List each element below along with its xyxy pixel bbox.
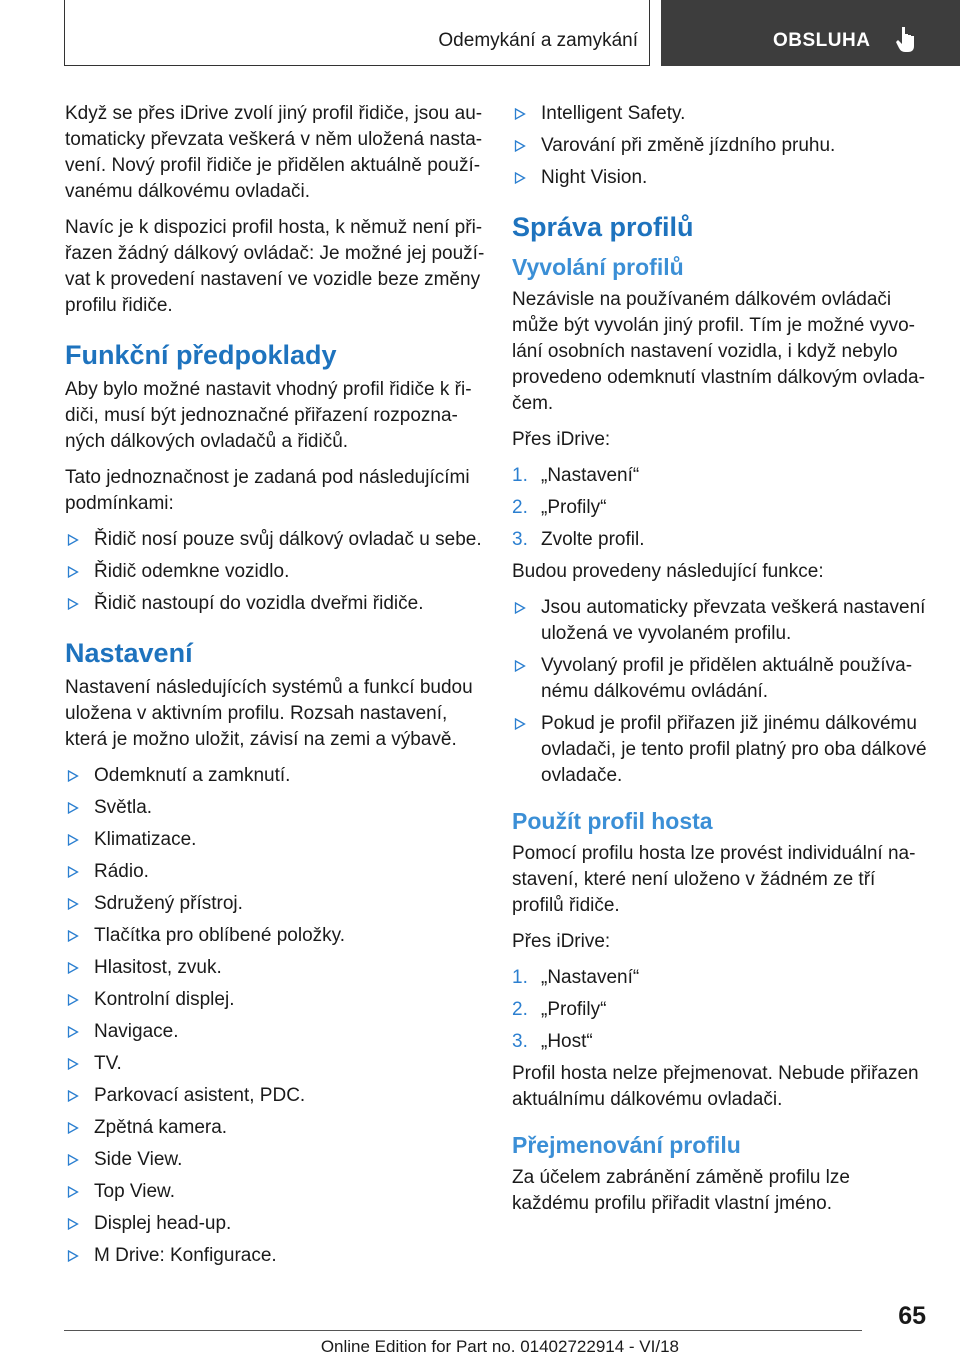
heading-vyvolani-profilu: Vyvolání profilů	[512, 254, 684, 280]
triangle-right-outline-icon	[67, 1122, 79, 1134]
list-item: Vyvolaný profil je přidělen aktuálně používa‐ nému dálkovému ovládání.	[512, 653, 932, 705]
list-item: Pokud je profil přiřazen již jinému dálkovému ovladači, je tento profil platný pro oba dálkové ovladače.	[512, 711, 932, 789]
vyvolani-paragraph: Nezávisle na používaném dálkovém ovládači může být vyvolán jiný profil. Tím je možné vyvo‐ lání osobních nastavení vozidla, i když nebylo provedeno odemknutí vlastním dálkovým ovlada‐ čem.	[512, 289, 925, 414]
list-item: Světla.	[65, 795, 485, 821]
triangle-right-outline-icon	[67, 994, 79, 1006]
list-item: Night Vision.	[512, 165, 932, 191]
list-item: Řidič odemkne vozidlo.	[65, 559, 485, 585]
list-item: Intelligent Safety.	[512, 101, 932, 127]
list-item: 3. „Host“	[512, 1031, 593, 1052]
heading-sprava-profilu: Správa profilů	[512, 212, 694, 242]
list-item: Kontrolní displej.	[65, 987, 485, 1013]
triangle-right-outline-icon	[67, 834, 79, 846]
footer-divider	[64, 1330, 862, 1331]
header-section-title: Odemykání a zamykání	[438, 30, 638, 51]
triangle-right-outline-icon	[67, 930, 79, 942]
host-note-paragraph: Profil hosta nelze přejmenovat. Nebude přiřazen aktuálnímu dálkovému ovladači.	[512, 1063, 919, 1110]
triangle-right-outline-icon	[67, 598, 79, 610]
funkcni-paragraph-2: Tato jednoznačnost je zadaná pod následujícími podmínkami:	[65, 467, 470, 514]
list-item: Navigace.	[65, 1019, 485, 1045]
list-item: 3. Zvolte profil.	[512, 529, 645, 550]
triangle-right-outline-icon	[67, 802, 79, 814]
list-item: Rádio.	[65, 859, 485, 885]
triangle-right-outline-icon	[67, 1058, 79, 1070]
triangle-right-outline-icon	[67, 1026, 79, 1038]
heading-funkcni-predpoklady: Funkční předpoklady	[65, 340, 337, 370]
triangle-right-outline-icon	[514, 718, 526, 730]
page-number: 65	[898, 1302, 926, 1330]
settings-list-continued	[512, 101, 932, 191]
conditions-list	[65, 527, 485, 617]
triangle-right-outline-icon	[67, 866, 79, 878]
functions-list	[512, 595, 932, 789]
triangle-right-outline-icon	[67, 1218, 79, 1230]
triangle-right-outline-icon	[67, 1186, 79, 1198]
settings-list	[65, 763, 485, 1269]
triangle-right-outline-icon	[67, 770, 79, 782]
list-item: Klimatizace.	[65, 827, 485, 853]
list-item: Displej head-up.	[65, 1211, 485, 1237]
intro-paragraph-2: Navíc je k dispozici profil hosta, k němuž není při‐ řazen žádný dálkový ovládač: Je možné jej použí‐ vat k provedení nastavení ve vozidle beze změny profilu řidiče.	[65, 217, 485, 316]
prejmenovani-paragraph: Za účelem zabránění záměně profilu lze každému profilu přiřadit vlastní jméno.	[512, 1167, 850, 1214]
header-chapter-label: OBSLUHA	[773, 30, 871, 51]
triangle-right-outline-icon	[514, 602, 526, 614]
list-item: Řidič nosí pouze svůj dálkový ovladač u sebe.	[65, 527, 485, 553]
intro-paragraph-1: Když se přes iDrive zvolí jiný profil řidiče, jsou au‐ tomaticky převzata veškerá v něm uložená nasta‐ vení. Nový profil řidiče je přidělen aktuálně použí‐ vanému dálkovému ovladači.	[65, 103, 483, 202]
heading-nastaveni: Nastavení	[65, 638, 193, 668]
triangle-right-outline-icon	[514, 108, 526, 120]
list-item: 1. „Nastavení“	[512, 967, 640, 988]
right-column	[512, 101, 932, 1227]
triangle-right-outline-icon	[67, 962, 79, 974]
triangle-right-outline-icon	[67, 534, 79, 546]
list-item: Odemknutí a zamknutí.	[65, 763, 485, 789]
via-idrive-2: Přes iDrive:	[512, 931, 611, 952]
steps-list-1	[512, 463, 932, 553]
triangle-right-outline-icon	[67, 1250, 79, 1262]
list-item: Top View.	[65, 1179, 485, 1205]
host-paragraph: Pomocí profilu hosta lze provést individuální na‐ stavení, které není uloženo v žádném ze tří profilů řidiče.	[512, 843, 916, 916]
triangle-right-outline-icon	[67, 1090, 79, 1102]
header-chapter-tab	[661, 0, 960, 66]
list-item: M Drive: Konfigurace.	[65, 1243, 485, 1269]
header-section-box	[64, 0, 650, 66]
list-item: Jsou automaticky převzata veškerá nastavení uložená ve vyvolaném profilu.	[512, 595, 932, 647]
heading-pouzit-profil-hosta: Použít profil hosta	[512, 808, 713, 834]
via-idrive-1: Přes iDrive:	[512, 429, 611, 450]
list-item: 2. „Profily“	[512, 999, 607, 1020]
triangle-right-outline-icon	[514, 172, 526, 184]
triangle-right-outline-icon	[514, 660, 526, 672]
list-item: 1. „Nastavení“	[512, 465, 640, 486]
funkcni-paragraph-1: Aby bylo možné nastavit vhodný profil řidiče k ři‐ diči, musí být jednoznačné přiřazení rozpozna‐ ných dálkových ovladačů a řidičů.	[65, 379, 472, 452]
list-item: Side View.	[65, 1147, 485, 1173]
page-header	[64, 0, 960, 66]
list-item: Sdružený přístroj.	[65, 891, 485, 917]
triangle-right-outline-icon	[67, 898, 79, 910]
triangle-right-outline-icon	[514, 140, 526, 152]
footer-edition: Online Edition for Part no. 01402722914 - VI/18	[320, 1337, 679, 1356]
list-item: Hlasitost, zvuk.	[65, 955, 485, 981]
list-item: TV.	[65, 1051, 485, 1077]
triangle-right-outline-icon	[67, 566, 79, 578]
list-item: Parkovací asistent, PDC.	[65, 1083, 485, 1109]
list-item: Varování při změně jízdního pruhu.	[512, 133, 932, 159]
triangle-right-outline-icon	[67, 1154, 79, 1166]
hand-pointer-icon	[893, 24, 923, 56]
list-item: Zpětná kamera.	[65, 1115, 485, 1141]
functions-intro: Budou provedeny následující funkce:	[512, 561, 824, 582]
steps-list-2	[512, 965, 932, 1055]
list-item: 2. „Profily“	[512, 497, 607, 518]
nastaveni-paragraph: Nastavení následujících systémů a funkcí budou uložena v aktivním profilu. Rozsah nastavení, která je možno uložit, závisí na zemi a výbavě.	[65, 677, 473, 750]
left-column	[65, 101, 485, 1275]
heading-prejmenovani-profilu: Přejmenování profilu	[512, 1132, 741, 1158]
list-item: Řidič nastoupí do vozidla dveřmi řidiče.	[65, 591, 485, 617]
list-item: Tlačítka pro oblíbené položky.	[65, 923, 485, 949]
